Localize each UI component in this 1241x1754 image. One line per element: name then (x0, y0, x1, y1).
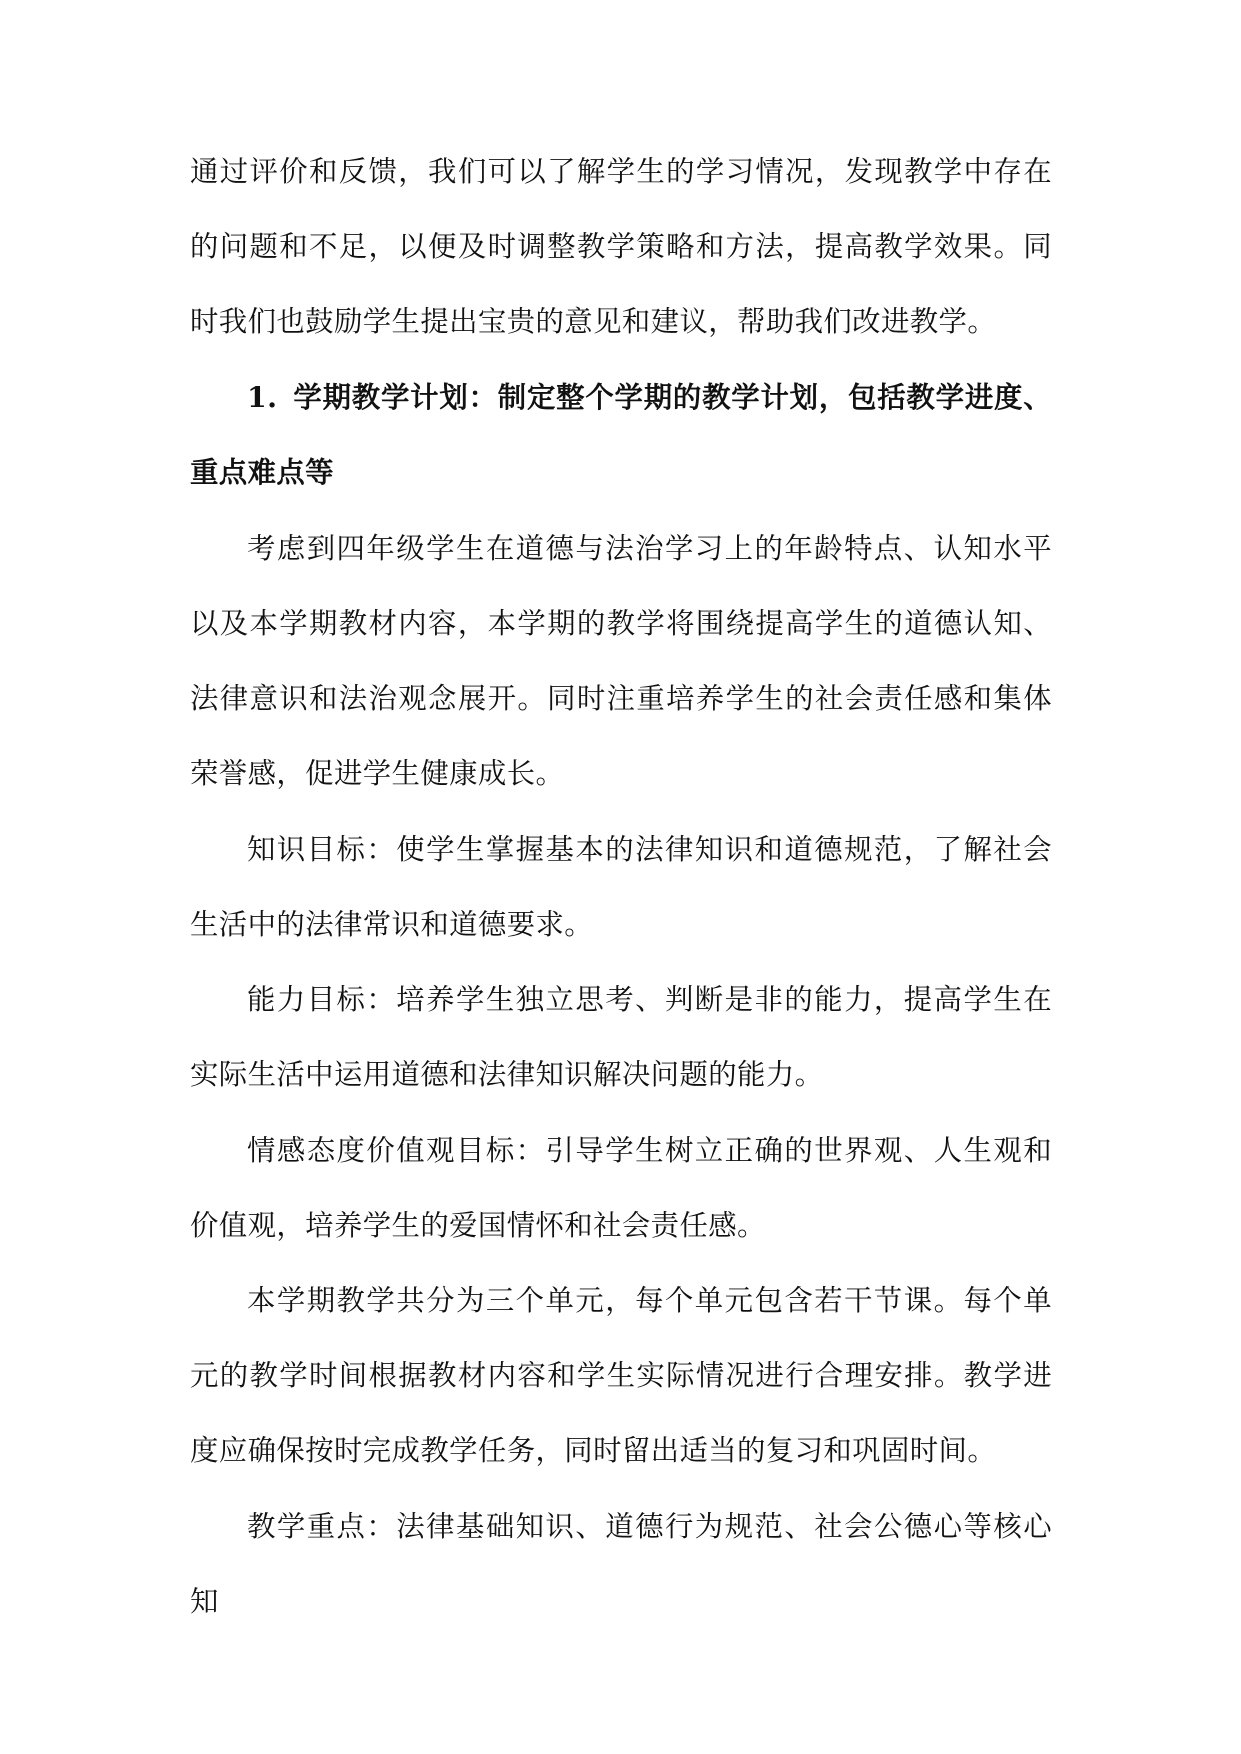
overview-paragraph: 考虑到四年级学生在道德与法治学习上的年龄特点、认知水平以及本学期教材内容，本学期的教学将围绕提高学生的道德认知、法律意识和法治观念展开。同时注重培养学生的社会责任感和集体荣誉感，促进学生健康成长。 (190, 532, 1052, 790)
section-heading (190, 360, 1052, 510)
intro-paragraph: 通过评价和反馈，我们可以了解学生的学习情况，发现教学中存在的问题和不足，以便及时调整教学策略和方法，提高教学效果。同时我们也鼓励学生提出宝贵的意见和建议，帮助我们改进教学。 (190, 155, 1052, 338)
section-heading-number: 1. (247, 380, 278, 414)
schedule-paragraph: 本学期教学共分为三个单元，每个单元包含若干节课。每个单元的教学时间根据教材内容和学生实际情况进行合理安排。教学进度应确保按时完成教学任务，同时留出适当的复习和巩固时间。 (190, 1284, 1052, 1467)
knowledge-goal-paragraph: 知识目标：使学生掌握基本的法律知识和道德规范，了解社会生活中的法律常识和道德要求。 (190, 833, 1052, 941)
ability-goal-paragraph: 能力目标：培养学生独立思考、判断是非的能力，提高学生在实际生活中运用道德和法律知识解决问题的能力。 (190, 983, 1052, 1091)
teaching-focus-paragraph: 教学重点：法律基础知识、道德行为规范、社会公德心等核心知 (190, 1510, 1052, 1618)
values-goal-paragraph: 情感态度价值观目标：引导学生树立正确的世界观、人生观和价值观，培养学生的爱国情怀和社会责任感。 (190, 1134, 1052, 1242)
section-heading-text: 学期教学计划：制定整个学期的教学计划，包括教学进度、重点难点等 (190, 380, 1052, 489)
